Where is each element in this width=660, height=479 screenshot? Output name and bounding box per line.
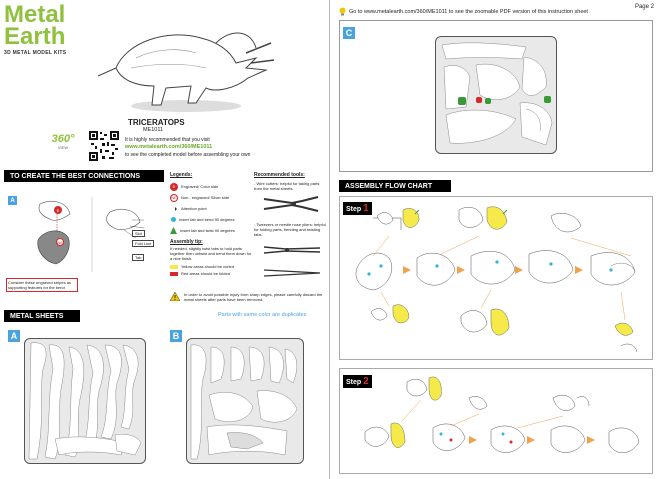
fold-line-label: Fold Line <box>132 240 154 247</box>
slot-label: Slot <box>132 230 145 237</box>
step-2-flow-arrow-3 <box>587 436 595 444</box>
legend-twist-text: Insert tab and twist 90 degrees <box>180 228 235 233</box>
metal-sheet-b <box>186 338 304 464</box>
warning-triangle-icon <box>170 292 180 301</box>
instruction-page-2 <box>331 0 660 479</box>
sheet-c-badge: C <box>343 27 355 39</box>
step-2-label: Step <box>346 379 362 386</box>
connections-header <box>4 170 164 182</box>
legend-title: Legends: <box>170 172 193 178</box>
step-1-flow-arrow-2 <box>457 266 465 274</box>
sheet-c-green-mark-2 <box>485 98 491 104</box>
sheet-a-parts <box>25 339 146 464</box>
metal-sheets-header-text: METAL SHEETS <box>10 312 64 320</box>
legend-item-engraved <box>170 181 252 192</box>
non-engraved-icon: NE <box>171 195 177 200</box>
visit-text: It is highly recommended that you visit <box>125 137 210 143</box>
tools-title: Recommended tools: <box>254 172 305 178</box>
legend-item-attention <box>170 203 252 214</box>
step-2-flow-arrow-1 <box>469 436 477 444</box>
sheet-c-green-mark-1 <box>458 97 466 105</box>
twist-triangle-icon <box>170 227 177 234</box>
legend-panel <box>170 172 252 302</box>
sheet-c-red-mark <box>476 97 482 103</box>
tool-pliers-text: - Tweezers or needle nose pliers: helpful for folding parts, bending and twisting tabs. <box>254 222 326 237</box>
view-360-label: 360° <box>51 133 75 145</box>
model-code: ME1011 <box>143 127 164 133</box>
duplicates-note: Parts with same color are duplicates <box>218 312 307 318</box>
tweezers-icon <box>262 266 322 280</box>
logo-line-1: Metal <box>4 1 66 28</box>
legend-bend-text: Insert tab and bend 90 degrees <box>179 217 235 222</box>
legend-attention-text: Attention point <box>181 206 207 211</box>
view-360-badge <box>46 133 80 159</box>
step-1-diagram <box>341 196 653 358</box>
sheet-c-green-mark-3 <box>544 96 551 103</box>
step-2-flow-arrow-2 <box>527 436 535 444</box>
sheet-c-parts <box>436 37 557 154</box>
yellow-note-text: Yellow areas should be curled <box>181 264 234 269</box>
red-fold-note <box>170 271 252 276</box>
assembly-tip-title: Assembly tip: <box>170 239 203 245</box>
zoom-pdf-note <box>339 7 588 16</box>
flowchart-header-text: ASSEMBLY FLOW CHART <box>345 182 433 190</box>
legend-engraved-text: Engraved/ Color side <box>181 184 219 189</box>
attention-hand-icon <box>170 205 178 213</box>
visit-url-link[interactable]: www.metalearth.com/360/ME1011 <box>125 144 213 150</box>
step-2-diagram <box>341 368 653 472</box>
qr-code <box>88 130 120 162</box>
visit-text-2: to see the completed model before assembling your own <box>125 152 251 158</box>
consider-note: Consider these engraved stripes as supporting features for the bend <box>6 278 78 292</box>
page-number: Page 2 <box>634 4 654 10</box>
non-engraved-marker: NE <box>57 239 63 245</box>
metal-sheet-a <box>24 338 146 464</box>
model-name: TRICERATOPS <box>128 118 185 127</box>
wire-cutters-icon <box>262 193 322 215</box>
metal-sheet-c <box>435 36 557 154</box>
bend-dot-icon <box>171 217 176 222</box>
view-360-sub: VIEW <box>57 145 69 150</box>
metal-earth-logo <box>4 1 84 56</box>
legend-item-twist <box>170 225 252 236</box>
assembly-tip-text: If needed, slightly twist tabs to hold parts together then untwist and bend them down for a nice finish. <box>170 246 252 261</box>
zoom-pdf-text: Go to www.metalearth.com/360/ME1011 to see the zoomable PDF version of this instruction sheet <box>349 8 588 15</box>
legend-non-engraved-text: Non - engraved/ Silver side <box>181 195 230 200</box>
sheet-b-parts <box>187 339 304 464</box>
step-1-number: 1 <box>363 203 369 214</box>
warning-note <box>170 292 326 302</box>
engraved-marker: E <box>54 206 62 214</box>
logo-tagline: 3D METAL MODEL KITS <box>4 50 67 56</box>
step-1-flow-arrow-4 <box>575 266 583 274</box>
yellow-swatch <box>170 265 178 269</box>
connections-header-text: TO CREATE THE BEST CONNECTIONS <box>10 172 141 180</box>
legend-item-bend <box>170 214 252 225</box>
connections-illustration <box>4 184 164 302</box>
sheet-b-badge: B <box>170 330 182 342</box>
lightbulb-icon <box>339 7 346 16</box>
flowchart-header <box>339 180 451 192</box>
step-1-flow-arrow-3 <box>515 266 523 274</box>
step-2-number: 2 <box>363 376 369 387</box>
red-swatch <box>170 272 178 276</box>
tool-wire-cutters-text: - Wire cutters: helpful for taking parts from the metal sheets. <box>254 181 320 191</box>
yellow-curl-note <box>170 264 252 269</box>
step-1-label: Step <box>346 206 362 213</box>
tab-label: Tab <box>132 254 144 261</box>
sheet-a-badge-small: A <box>8 196 17 205</box>
triceratops-model-illustration <box>96 8 276 116</box>
logo-line-2: Earth <box>4 23 66 50</box>
engraved-icon: E <box>170 183 178 191</box>
red-note-text: Red areas should be folded <box>181 271 230 276</box>
warning-text: In order to avoid possible injury from sharp edges, please carefully discard the metal sheets after parts have been removed. <box>184 292 323 302</box>
tools-panel <box>254 172 328 302</box>
legend-item-non-engraved <box>170 192 252 203</box>
pliers-icon <box>262 239 322 261</box>
step-1-flow-arrow-1 <box>403 266 411 274</box>
sheet-a-badge: A <box>8 330 20 342</box>
metal-sheets-header <box>4 310 80 322</box>
